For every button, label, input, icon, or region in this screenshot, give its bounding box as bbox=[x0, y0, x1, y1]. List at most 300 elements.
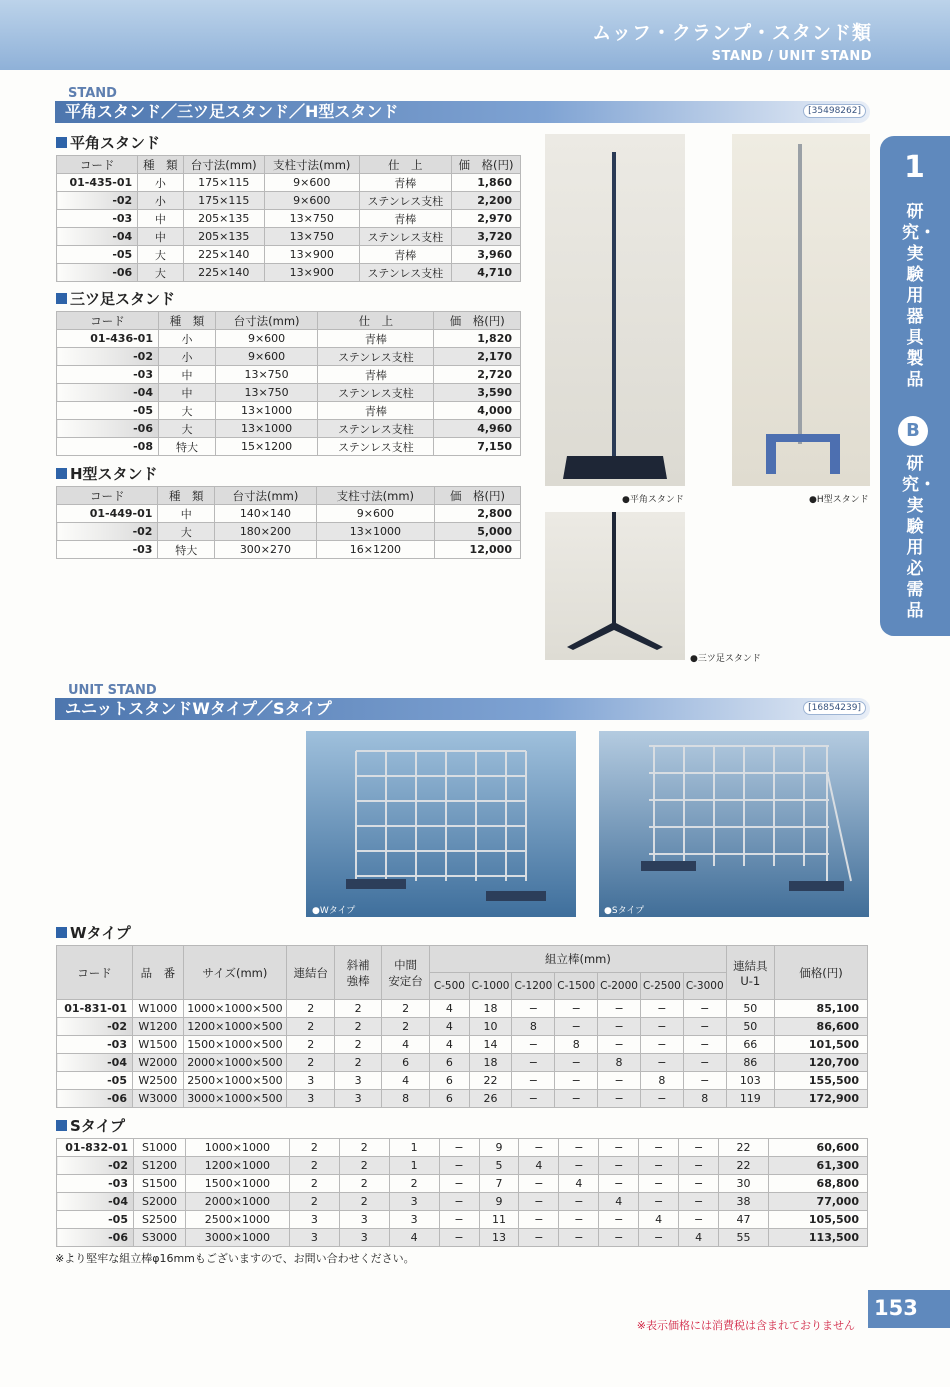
table-cell: 青棒 bbox=[318, 330, 434, 348]
price-cell: 5,000 bbox=[434, 523, 520, 541]
table-cell: 3 bbox=[389, 1211, 439, 1229]
table-cell: − bbox=[640, 1018, 683, 1036]
table-cell: 大 bbox=[158, 420, 215, 438]
code-cell: -02 bbox=[57, 1018, 133, 1036]
table-cell: 1 bbox=[389, 1139, 439, 1157]
column-header: 支柱寸法(mm) bbox=[264, 156, 359, 174]
table-cell: 9 bbox=[479, 1139, 519, 1157]
table-cell: 22 bbox=[719, 1157, 769, 1175]
table-row bbox=[57, 228, 521, 246]
table-cell: 中 bbox=[158, 366, 215, 384]
column-header: C-1500 bbox=[555, 973, 598, 1000]
code-cell: -08 bbox=[57, 438, 159, 456]
table-cell: ステンレス支柱 bbox=[359, 192, 452, 210]
table-cell: − bbox=[519, 1211, 559, 1229]
table-cell: − bbox=[639, 1229, 679, 1247]
price-cell: 4,960 bbox=[434, 420, 521, 438]
table-cell: 2 bbox=[381, 1000, 429, 1018]
table-cell: 180×200 bbox=[215, 523, 317, 541]
column-header: 支柱寸法(mm) bbox=[316, 487, 434, 505]
table-row bbox=[57, 505, 521, 523]
table-cell: W1000 bbox=[132, 1000, 183, 1018]
column-header: C-500 bbox=[430, 973, 469, 1000]
table-cell: 中 bbox=[138, 210, 183, 228]
side-tab bbox=[880, 136, 950, 636]
table-cell: − bbox=[599, 1211, 639, 1229]
table-cell: 2 bbox=[339, 1193, 389, 1211]
table-row bbox=[57, 174, 521, 192]
table-cell: − bbox=[559, 1229, 599, 1247]
table-cell: 3 bbox=[289, 1211, 339, 1229]
w-type-photo bbox=[306, 731, 576, 917]
price-cell: 4,000 bbox=[434, 402, 521, 420]
table-cell: 9×600 bbox=[215, 330, 317, 348]
table-cell: S1200 bbox=[133, 1157, 185, 1175]
code-cell: -02 bbox=[57, 192, 138, 210]
table-cell: 小 bbox=[138, 174, 183, 192]
h-stand-photo bbox=[732, 134, 870, 486]
column-header: 仕 上 bbox=[359, 156, 452, 174]
side-text-2: 研究・実験用必需品 bbox=[902, 454, 936, 621]
table-cell: − bbox=[559, 1139, 599, 1157]
section1-title: 平角スタンド／三ツ足スタンド／H型スタンド bbox=[65, 102, 399, 121]
table-row bbox=[57, 348, 521, 366]
column-header: C-3000 bbox=[683, 973, 726, 1000]
table-cell: − bbox=[555, 1018, 598, 1036]
table-cell: 中 bbox=[158, 505, 215, 523]
table-cell: 30 bbox=[719, 1175, 769, 1193]
table-cell: − bbox=[679, 1211, 719, 1229]
table-cell: 47 bbox=[719, 1211, 769, 1229]
code-cell: -05 bbox=[57, 402, 159, 420]
column-header: 組立棒(mm) bbox=[430, 946, 726, 973]
table-cell: 6 bbox=[430, 1072, 469, 1090]
table-cell: − bbox=[555, 1090, 598, 1108]
table-cell: 4 bbox=[639, 1211, 679, 1229]
table-cell: − bbox=[683, 1000, 726, 1018]
table-cell: 1200×1000 bbox=[185, 1157, 289, 1175]
table-cell: 青棒 bbox=[359, 174, 452, 192]
table-cell: 14 bbox=[469, 1036, 512, 1054]
price-cell: 85,100 bbox=[774, 1000, 867, 1018]
table-cell: 13×900 bbox=[264, 264, 359, 282]
table-cell: 13×1000 bbox=[215, 420, 317, 438]
note: ※より堅牢な組立棒φ16mmもございますので、お問い合わせください。 bbox=[55, 1252, 415, 1265]
table-row bbox=[57, 1229, 868, 1247]
section2-code: [16854239] bbox=[803, 701, 866, 715]
header-line: 斜補 bbox=[346, 957, 370, 972]
side-text-1: 研究・実験用器具製品 bbox=[902, 202, 936, 390]
price-cell: 12,000 bbox=[434, 541, 520, 559]
table-cell: − bbox=[555, 1000, 598, 1018]
section2-title: ユニットスタンドWタイプ／Sタイプ bbox=[65, 699, 332, 718]
table-cell: − bbox=[599, 1157, 639, 1175]
table-cell: 9×600 bbox=[316, 505, 434, 523]
table-cell: 225×140 bbox=[183, 264, 264, 282]
table-row bbox=[57, 1036, 868, 1054]
table-cell: 2000×1000×500 bbox=[183, 1054, 286, 1072]
column-header bbox=[381, 946, 429, 1000]
table-cell: 3 bbox=[287, 1072, 335, 1090]
table-cell: 1500×1000 bbox=[185, 1175, 289, 1193]
table-cell: 8 bbox=[683, 1090, 726, 1108]
table-row bbox=[57, 384, 521, 402]
table-cell: 3 bbox=[289, 1229, 339, 1247]
table-row bbox=[57, 402, 521, 420]
table-cell: − bbox=[519, 1175, 559, 1193]
price-cell: 155,500 bbox=[774, 1072, 867, 1090]
table-cell: − bbox=[512, 1036, 555, 1054]
hira-table bbox=[56, 155, 521, 282]
table-cell: 2 bbox=[289, 1157, 339, 1175]
section1-code: [35498262] bbox=[803, 104, 866, 118]
caption-mitsu: ●三ツ足スタンド bbox=[690, 654, 761, 664]
table-cell: 大 bbox=[158, 402, 215, 420]
code-cell: 01-449-01 bbox=[57, 505, 158, 523]
price-cell: 101,500 bbox=[774, 1036, 867, 1054]
table-cell: − bbox=[598, 1090, 641, 1108]
stype-title: Sタイプ bbox=[56, 1115, 125, 1136]
side-badge: B bbox=[898, 416, 928, 446]
code-cell: -02 bbox=[57, 348, 159, 366]
table-cell: 8 bbox=[381, 1090, 429, 1108]
table-cell: 4 bbox=[559, 1175, 599, 1193]
column-header: C-2500 bbox=[640, 973, 683, 1000]
table-row bbox=[57, 1175, 868, 1193]
table-cell: 3 bbox=[339, 1229, 389, 1247]
htype-table bbox=[56, 486, 521, 559]
table-cell: − bbox=[559, 1211, 599, 1229]
column-header: 種 類 bbox=[158, 312, 215, 330]
table-cell: − bbox=[555, 1072, 598, 1090]
table-cell: 2 bbox=[287, 1036, 335, 1054]
table-cell: W2000 bbox=[132, 1054, 183, 1072]
header-line: 安定台 bbox=[388, 973, 423, 988]
code-cell: -03 bbox=[57, 541, 158, 559]
table-cell: − bbox=[639, 1175, 679, 1193]
price-cell: 1,820 bbox=[434, 330, 521, 348]
table-cell: 11 bbox=[479, 1211, 519, 1229]
hira-stand-photo bbox=[545, 134, 685, 486]
table-cell: 18 bbox=[469, 1054, 512, 1072]
table-cell: 9×600 bbox=[264, 192, 359, 210]
code-cell: -03 bbox=[57, 1175, 134, 1193]
table-cell: 3 bbox=[339, 1211, 389, 1229]
table-cell: − bbox=[519, 1193, 559, 1211]
caption-w: ●Wタイプ bbox=[312, 906, 356, 916]
table-cell: 2 bbox=[381, 1018, 429, 1036]
section2-en: UNIT STAND bbox=[68, 683, 157, 698]
column-header: 品 番 bbox=[132, 946, 183, 1000]
table-cell: − bbox=[599, 1229, 639, 1247]
table-cell: 8 bbox=[555, 1036, 598, 1054]
code-cell: -03 bbox=[57, 1036, 133, 1054]
table-row bbox=[57, 420, 521, 438]
table-cell: 2 bbox=[335, 1018, 381, 1036]
table-cell: 大 bbox=[158, 523, 215, 541]
mitsu-title: 三ツ足スタンド bbox=[56, 288, 175, 309]
table-cell: 6 bbox=[430, 1090, 469, 1108]
table-row bbox=[57, 366, 521, 384]
table-cell: − bbox=[639, 1139, 679, 1157]
table-cell: ステンレス支柱 bbox=[318, 438, 434, 456]
column-header: コード bbox=[57, 312, 159, 330]
code-cell: -05 bbox=[57, 1211, 134, 1229]
table-cell: 140×140 bbox=[215, 505, 317, 523]
table-row bbox=[57, 1193, 868, 1211]
column-header: 連結台 bbox=[287, 946, 335, 1000]
table-cell: 3 bbox=[287, 1090, 335, 1108]
header-title: ムッフ・クランプ・スタンド類 bbox=[592, 22, 872, 44]
table-cell: 4 bbox=[430, 1018, 469, 1036]
column-header: 種 類 bbox=[158, 487, 215, 505]
table-cell: − bbox=[640, 1090, 683, 1108]
code-cell: -04 bbox=[57, 1193, 134, 1211]
table-cell: S3000 bbox=[133, 1229, 185, 1247]
table-cell: − bbox=[439, 1175, 479, 1193]
table-cell: 1 bbox=[389, 1157, 439, 1175]
table-cell: − bbox=[683, 1054, 726, 1072]
table-cell: S2000 bbox=[133, 1193, 185, 1211]
section1-bar bbox=[55, 101, 870, 123]
price-cell: 3,960 bbox=[452, 246, 521, 264]
table-cell: 1000×1000 bbox=[185, 1139, 289, 1157]
table-cell: 13×750 bbox=[264, 228, 359, 246]
price-cell: 113,500 bbox=[768, 1229, 867, 1247]
table-row bbox=[57, 1139, 868, 1157]
side-number: 1 bbox=[904, 150, 925, 185]
table-cell: 86 bbox=[726, 1054, 774, 1072]
column-header: 台寸法(mm) bbox=[215, 312, 317, 330]
wtype-table bbox=[56, 945, 868, 1108]
table-cell: 13×900 bbox=[264, 246, 359, 264]
table-cell: − bbox=[439, 1193, 479, 1211]
price-cell: 77,000 bbox=[768, 1193, 867, 1211]
column-header: サイズ(mm) bbox=[183, 946, 286, 1000]
header-subtitle: STAND / UNIT STAND bbox=[711, 49, 872, 64]
table-row bbox=[57, 438, 521, 456]
price-cell: 2,970 bbox=[452, 210, 521, 228]
code-cell: -04 bbox=[57, 1054, 133, 1072]
column-header: 価格(円) bbox=[774, 946, 867, 1000]
table-cell: 16×1200 bbox=[316, 541, 434, 559]
stype-table bbox=[56, 1138, 868, 1247]
table-cell: 103 bbox=[726, 1072, 774, 1090]
table-cell: 13×750 bbox=[215, 366, 317, 384]
table-cell: − bbox=[679, 1139, 719, 1157]
table-cell: − bbox=[439, 1157, 479, 1175]
table-cell: 8 bbox=[512, 1018, 555, 1036]
column-header bbox=[335, 946, 381, 1000]
table-cell: 2 bbox=[335, 1036, 381, 1054]
table-cell: − bbox=[439, 1229, 479, 1247]
htype-title: H型スタンド bbox=[56, 463, 158, 484]
table-cell: 4 bbox=[430, 1000, 469, 1018]
table-cell: 中 bbox=[138, 228, 183, 246]
code-cell: -04 bbox=[57, 228, 138, 246]
table-cell: 66 bbox=[726, 1036, 774, 1054]
table-cell: 2 bbox=[339, 1175, 389, 1193]
table-cell: S2500 bbox=[133, 1211, 185, 1229]
table-cell: 2000×1000 bbox=[185, 1193, 289, 1211]
table-cell: − bbox=[599, 1139, 639, 1157]
table-cell: 6 bbox=[381, 1054, 429, 1072]
table-cell: 2500×1000 bbox=[185, 1211, 289, 1229]
table-cell: 青棒 bbox=[318, 402, 434, 420]
s-type-photo bbox=[599, 731, 869, 917]
table-cell: 22 bbox=[469, 1072, 512, 1090]
table-cell: ステンレス支柱 bbox=[318, 348, 434, 366]
table-cell: − bbox=[512, 1072, 555, 1090]
table-cell: − bbox=[519, 1139, 559, 1157]
table-cell: 2 bbox=[389, 1175, 439, 1193]
code-cell: -06 bbox=[57, 264, 138, 282]
table-cell: 3 bbox=[335, 1072, 381, 1090]
w-type-icon bbox=[306, 731, 576, 917]
table-cell: 175×115 bbox=[183, 174, 264, 192]
table-cell: 大 bbox=[138, 264, 183, 282]
table-cell: − bbox=[640, 1036, 683, 1054]
mitsu-table bbox=[56, 311, 521, 456]
table-cell: 300×270 bbox=[215, 541, 317, 559]
header-row bbox=[57, 312, 521, 330]
table-cell: − bbox=[683, 1018, 726, 1036]
code-cell: -05 bbox=[57, 1072, 133, 1090]
table-cell: 9×600 bbox=[264, 174, 359, 192]
mitsu-stand-icon bbox=[545, 512, 685, 660]
table-cell: − bbox=[639, 1157, 679, 1175]
table-cell: W1200 bbox=[132, 1018, 183, 1036]
code-cell: -05 bbox=[57, 246, 138, 264]
table-cell: 225×140 bbox=[183, 246, 264, 264]
column-header: コード bbox=[57, 156, 138, 174]
page-header bbox=[0, 0, 950, 70]
table-cell: 13×750 bbox=[264, 210, 359, 228]
table-cell: − bbox=[679, 1157, 719, 1175]
code-cell: -06 bbox=[57, 1090, 133, 1108]
table-cell: − bbox=[679, 1193, 719, 1211]
page-number: 153 bbox=[868, 1290, 950, 1328]
table-cell: − bbox=[599, 1175, 639, 1193]
table-cell: 5 bbox=[479, 1157, 519, 1175]
table-cell: 1200×1000×500 bbox=[183, 1018, 286, 1036]
table-cell: 2 bbox=[289, 1193, 339, 1211]
column-header: 価 格(円) bbox=[434, 312, 521, 330]
table-row bbox=[57, 330, 521, 348]
table-cell: 4 bbox=[519, 1157, 559, 1175]
table-cell: 2 bbox=[339, 1157, 389, 1175]
section1-en: STAND bbox=[68, 86, 117, 101]
table-cell: 2 bbox=[287, 1054, 335, 1072]
table-cell: 13×1000 bbox=[316, 523, 434, 541]
table-cell: 1500×1000×500 bbox=[183, 1036, 286, 1054]
code-cell: -02 bbox=[57, 523, 158, 541]
table-cell: 2 bbox=[339, 1139, 389, 1157]
table-cell: 4 bbox=[389, 1229, 439, 1247]
code-cell: -03 bbox=[57, 366, 159, 384]
table-cell: − bbox=[598, 1018, 641, 1036]
caption-h: ●H型スタンド bbox=[809, 495, 869, 505]
table-cell: 小 bbox=[158, 330, 215, 348]
table-cell: − bbox=[559, 1193, 599, 1211]
code-cell: 01-436-01 bbox=[57, 330, 159, 348]
table-cell: ステンレス支柱 bbox=[359, 264, 452, 282]
table-cell: − bbox=[555, 1054, 598, 1072]
table-cell: 4 bbox=[599, 1193, 639, 1211]
header-row bbox=[57, 156, 521, 174]
table-cell: W1500 bbox=[132, 1036, 183, 1054]
table-cell: − bbox=[512, 1090, 555, 1108]
column-header: 種 類 bbox=[138, 156, 183, 174]
table-row bbox=[57, 1054, 868, 1072]
price-cell: 172,900 bbox=[774, 1090, 867, 1108]
table-cell: − bbox=[559, 1157, 599, 1175]
price-cell: 2,200 bbox=[452, 192, 521, 210]
table-cell: W3000 bbox=[132, 1090, 183, 1108]
table-cell: 6 bbox=[430, 1054, 469, 1072]
table-cell: 10 bbox=[469, 1018, 512, 1036]
table-row bbox=[57, 1000, 868, 1018]
table-row bbox=[57, 1090, 868, 1108]
code-cell: 01-831-01 bbox=[57, 1000, 133, 1018]
caption-s: ●Sタイプ bbox=[604, 906, 645, 916]
price-cell: 3,590 bbox=[434, 384, 521, 402]
table-cell: 1000×1000×500 bbox=[183, 1000, 286, 1018]
table-row bbox=[57, 246, 521, 264]
table-row bbox=[57, 192, 521, 210]
hira-title: 平角スタンド bbox=[56, 132, 160, 153]
table-cell: 特大 bbox=[158, 438, 215, 456]
table-row bbox=[57, 1072, 868, 1090]
table-cell: 4 bbox=[679, 1229, 719, 1247]
table-cell: − bbox=[512, 1000, 555, 1018]
code-cell: 01-832-01 bbox=[57, 1139, 134, 1157]
table-cell: 13×750 bbox=[215, 384, 317, 402]
table-cell: 4 bbox=[430, 1036, 469, 1054]
table-cell: 18 bbox=[469, 1000, 512, 1018]
table-row bbox=[57, 1018, 868, 1036]
table-row bbox=[57, 1157, 868, 1175]
table-row bbox=[57, 1211, 868, 1229]
table-cell: 2 bbox=[287, 1018, 335, 1036]
price-cell: 1,860 bbox=[452, 174, 521, 192]
column-header: 価 格(円) bbox=[434, 487, 520, 505]
table-cell: 205×135 bbox=[183, 210, 264, 228]
table-cell: 55 bbox=[719, 1229, 769, 1247]
table-cell: 青棒 bbox=[359, 246, 452, 264]
table-cell: − bbox=[683, 1036, 726, 1054]
table-cell: W2500 bbox=[132, 1072, 183, 1090]
price-cell: 3,720 bbox=[452, 228, 521, 246]
header-line: U-1 bbox=[740, 973, 761, 988]
table-cell: 3 bbox=[335, 1090, 381, 1108]
table-cell: 2 bbox=[289, 1139, 339, 1157]
table-row bbox=[57, 523, 521, 541]
table-cell: − bbox=[683, 1072, 726, 1090]
table-cell: 中 bbox=[158, 384, 215, 402]
price-cell: 2,170 bbox=[434, 348, 521, 366]
table-cell: 2 bbox=[287, 1000, 335, 1018]
code-cell: -06 bbox=[57, 420, 159, 438]
table-row bbox=[57, 264, 521, 282]
column-header: 台寸法(mm) bbox=[215, 487, 317, 505]
column-header: 仕 上 bbox=[318, 312, 434, 330]
table-cell: 2 bbox=[335, 1054, 381, 1072]
price-cell: 4,710 bbox=[452, 264, 521, 282]
price-cell: 120,700 bbox=[774, 1054, 867, 1072]
table-cell: 大 bbox=[138, 246, 183, 264]
column-header bbox=[726, 946, 774, 1000]
